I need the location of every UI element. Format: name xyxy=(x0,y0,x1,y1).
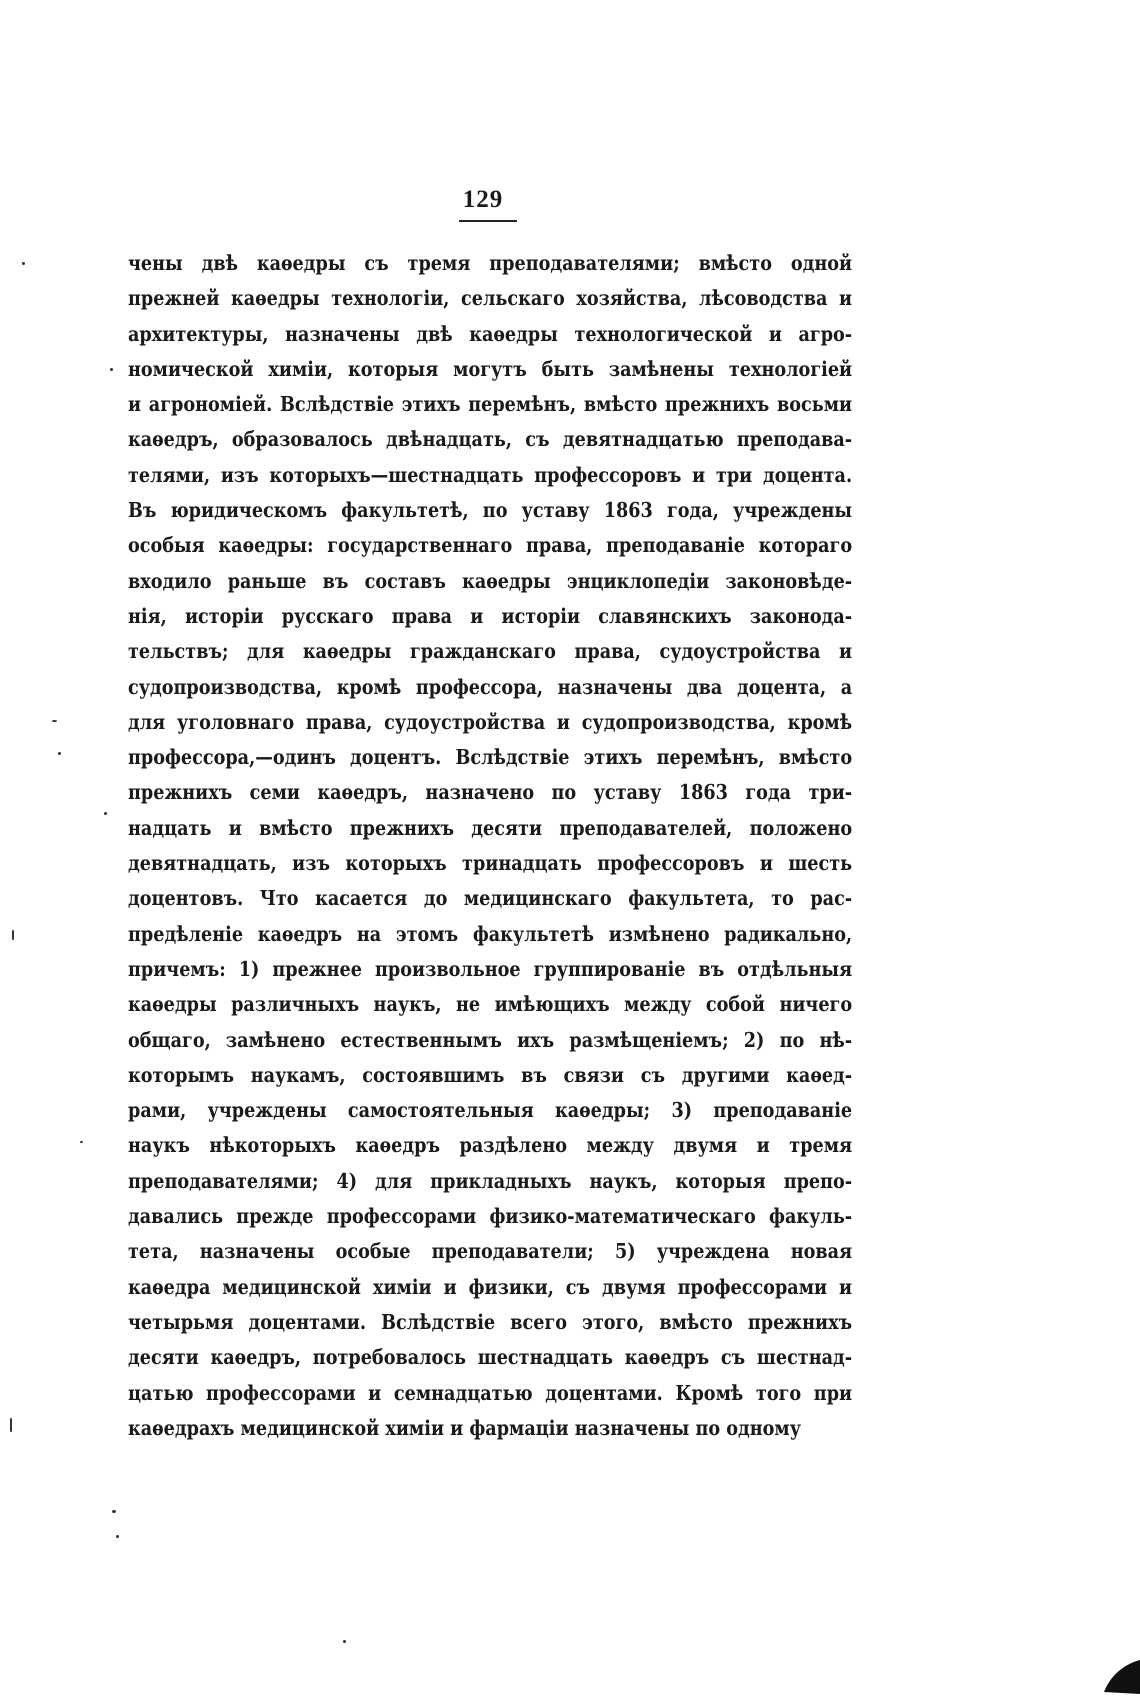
page-number: 129 xyxy=(462,186,504,213)
page-corner-shadow xyxy=(1096,1654,1140,1698)
text-line: прежнихъ семи каѳедръ, назначено по уставу 1863 года три- xyxy=(128,780,853,805)
text-line: четырьмя доцентами. Вслѣдствіе всего этого, вмѣсто прежнихъ xyxy=(128,1309,853,1334)
text-line: давались прежде профессорами физико-математическаго факуль- xyxy=(128,1204,853,1229)
text-line: Въ юридическомъ факультетѣ, по уставу 1863 года, учреждены xyxy=(128,498,853,523)
text-line: девятнадцать, изъ которыхъ тринадцать профессоровъ и шесть xyxy=(128,851,853,876)
text-line: тета, назначены особые преподаватели; 5) учреждена новая xyxy=(128,1239,853,1264)
text-line: нія, исторіи русскаго права и исторіи славянскихъ законода- xyxy=(128,603,853,628)
body-text xyxy=(128,246,852,1446)
text-line: особыя каѳедры: государственнаго права, преподаваніе котораго xyxy=(128,533,853,558)
text-line: надцать и вмѣсто прежнихъ десяти преподавателей, положено xyxy=(128,815,853,840)
text-line: причемъ: 1) прежнее произвольное группированіе въ отдѣльныя xyxy=(128,956,853,981)
text-line: десяти каѳедръ, потребовалось шестнадцать каѳедръ съ шестнад- xyxy=(128,1345,853,1370)
scan-speck xyxy=(22,262,25,265)
text-line: которымъ наукамъ, состоявшимъ въ связи съ другими каѳед- xyxy=(128,1062,853,1087)
text-line: и агрономіей. Вслѣдствіе этихъ перемѣнъ, вмѣсто прежнихъ восьми xyxy=(128,392,853,417)
scan-speck xyxy=(52,720,57,722)
text-line: каѳедръ, образовалось двѣнадцать, съ девятнадцатью преподава- xyxy=(128,427,853,452)
text-line: для уголовнаго права, судоустройства и судопроизводства, кромѣ xyxy=(128,709,853,734)
text-line: профессора,—одинъ доцентъ. Вслѣдствіе этихъ перемѣнъ, вмѣсто xyxy=(128,745,853,770)
scan-speck xyxy=(12,930,14,940)
text-line: прежней каѳедры технологіи, сельскаго хозяйства, лѣсоводства и xyxy=(128,286,853,311)
text-line: преподавателями; 4) для прикладныхъ наукъ, которыя препо- xyxy=(128,1168,853,1193)
text-line: телями, изъ которыхъ—шестнадцать профессоровъ и три доцента. xyxy=(128,462,853,487)
text-line: каѳедра медицинской химіи и физики, съ двумя профессорами и xyxy=(128,1274,853,1299)
scan-speck xyxy=(112,1510,116,1513)
scan-speck xyxy=(343,1640,346,1643)
text-line: чены двѣ каѳедры съ тремя преподавателями; вмѣсто одной xyxy=(128,251,853,275)
scan-speck xyxy=(58,752,61,755)
scan-speck xyxy=(10,1418,12,1432)
text-line: входило раньше въ составъ каѳедры энциклопедіи законовѣде- xyxy=(128,568,853,593)
text-line: судопроизводства, кромѣ профессора, назначены два доцента, а xyxy=(128,674,853,699)
text-line: архитектуры, назначены двѣ каѳедры технологической и агро- xyxy=(128,321,853,346)
page-number-underline xyxy=(459,220,517,222)
text-line: номической химіи, которыя могутъ быть замѣнены технологіей xyxy=(128,356,853,381)
text-line: каѳедрахъ медицинской химіи и фармаціи назначены по одному xyxy=(128,1415,802,1440)
scan-speck xyxy=(104,812,107,815)
scan-speck xyxy=(116,1535,119,1538)
text-line: предѣленіе каѳедръ на этомъ факультетѣ измѣнено радикально, xyxy=(128,921,853,946)
text-line: цатью профессорами и семнадцатью доцентами. Кромѣ того при xyxy=(128,1380,853,1405)
text-line: доцентовъ. Что касается до медицинскаго факультета, то рас- xyxy=(128,886,853,911)
text-line: тельствъ; для каѳедры гражданскаго права, судоустройства и xyxy=(128,639,853,664)
scan-speck xyxy=(80,1141,83,1143)
text-line: общаго, замѣнено естественнымъ ихъ размѣщеніемъ; 2) по нѣ- xyxy=(128,1027,853,1052)
scan-speck xyxy=(110,368,113,371)
text-line: каѳедры различныхъ наукъ, не имѣющихъ между собой ничего xyxy=(128,992,853,1017)
text-line: рами, учреждены самостоятельныя каѳедры; 3) преподаваніе xyxy=(128,1098,853,1123)
text-line: наукъ нѣкоторыхъ каѳедръ раздѣлено между двумя и тремя xyxy=(128,1133,853,1158)
